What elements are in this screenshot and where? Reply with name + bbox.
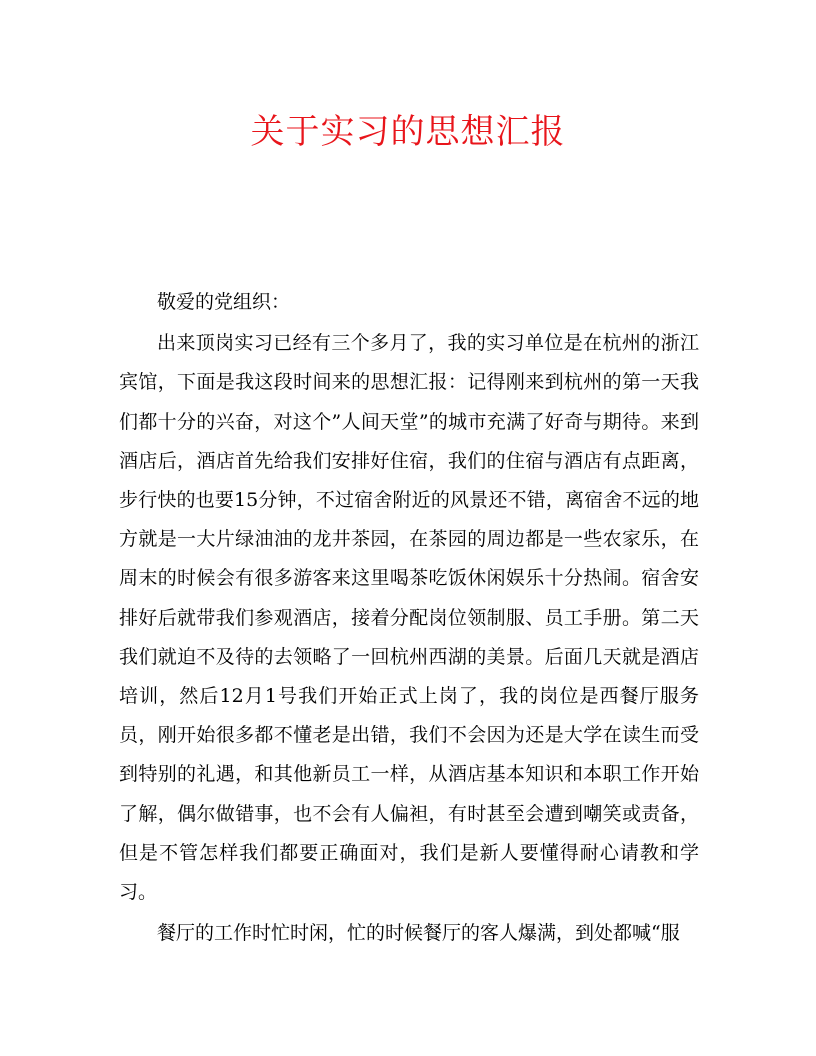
body-paragraph: 出来顶岗实习已经有三个多月了，我的实习单位是在杭州的浙江宾馆，下面是我这段时间来的思想汇报：记得刚来到杭州的第一天我们都十分的兴奋，对这个”人间天堂”的城市充满了好奇与期待。来到酒店后，酒店首先给我们安排好住宿，我们的住宿与酒店有点距离，步行快的也要15分钟，不过宿舍附近的风景还不错，离宿舍不远的地方就是一大片绿油油的龙井茶园，在茶园的周边都是一些农家乐，在周末的时候会有很多游客来这里喝茶吃饭休闲娱乐十分热闹。宿舍安排好后就带我们参观酒店，接着分配岗位领制服、员工手册。第二天我们就迫不及待的去领略了一回杭州西湖的美景。后面几天就是酒店培训，然后12月1号我们开始正式上岗了，我的岗位是西餐厅服务员，刚开始很多都不懂老是出错，我们不会因为还是大学在读生而受到特别的礼遇，和其他新员工一样，从酒店基本知识和本职工作开始了解，偶尔做错事，也不会有人偏袒，有时甚至会遭到嘲笑或责备，但是不管怎样我们都要正确面对，我们是新人要懂得耐心请教和学习。 — [119, 332, 699, 904]
document-title: 关于实习的思想汇报 — [250, 112, 566, 152]
greeting-line: 敬爱的党组织： — [157, 291, 291, 313]
body-paragraph: 餐厅的工作时忙时闲，忙的时候餐厅的客人爆满，到处都喊“服 — [157, 922, 680, 945]
document-body — [119, 283, 699, 953]
